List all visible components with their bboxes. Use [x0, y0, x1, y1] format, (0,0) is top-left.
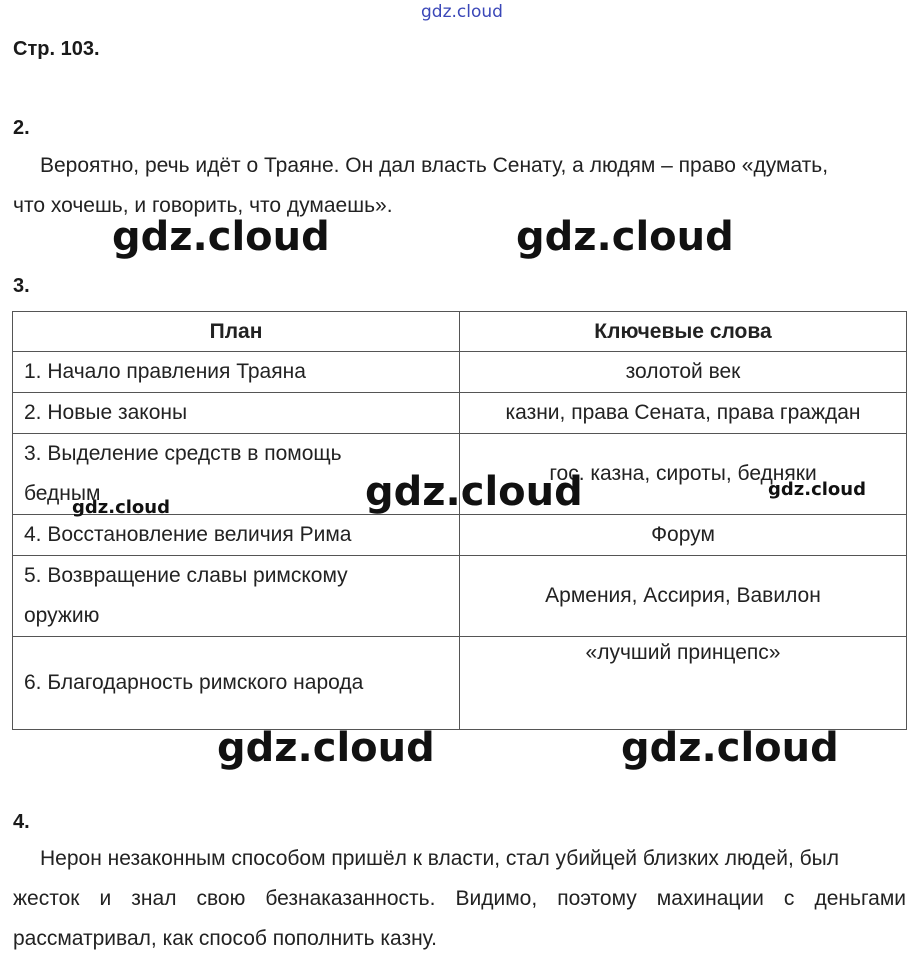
- plan-table: [12, 311, 907, 730]
- watermark-small-2: gdz.cloud: [768, 479, 866, 500]
- table-row: [13, 637, 907, 730]
- keywords-cell: казни, права Сената, права граждан: [460, 393, 907, 434]
- keywords-cell: «лучший принцепс»: [460, 637, 907, 730]
- watermark-big-2: gdz.cloud: [516, 214, 734, 260]
- plan-cell: 1. Начало правления Траяна: [13, 352, 460, 393]
- plan-cell-line2: оружию: [24, 604, 100, 627]
- plan-cell: 6. Благодарность римского народа: [13, 637, 460, 730]
- task2-line1: Вероятно, речь идёт о Траяне. Он дал власть Сенату, а людям – право «думать,: [40, 154, 829, 177]
- watermark-big-3: gdz.cloud: [365, 469, 583, 515]
- plan-cell-line1: 5. Возвращение славы римскому: [24, 564, 348, 587]
- keywords-cell: Форум: [460, 515, 907, 556]
- table-row: [13, 352, 907, 393]
- header-plan: План: [13, 312, 460, 352]
- header-keywords: Ключевые слова: [460, 312, 907, 352]
- plan-cell-line1: 3. Выделение средств в помощь: [24, 442, 342, 465]
- table-row: [13, 556, 907, 637]
- plan-cell: 4. Восстановление величия Рима: [13, 515, 460, 556]
- plan-cell: 2. Новые законы: [13, 393, 460, 434]
- table-row: [13, 515, 907, 556]
- watermark-top: gdz.cloud: [421, 2, 503, 22]
- plan-cell: [13, 556, 460, 637]
- watermark-big-5: gdz.cloud: [621, 725, 839, 771]
- watermark-big-4: gdz.cloud: [217, 725, 435, 771]
- task2-number: 2.: [13, 117, 30, 139]
- task4-number: 4.: [13, 811, 30, 833]
- watermark-small-1: gdz.cloud: [72, 497, 170, 518]
- task4-line2: жесток и знал свою безнаказанность. Видимо, поэтому махинации с деньгами: [13, 887, 906, 910]
- table-row: [13, 393, 907, 434]
- keywords-cell: гос. казна, сироты, бедняки: [460, 434, 907, 515]
- keywords-cell: золотой век: [460, 352, 907, 393]
- plan-cell-line2: бедным: [24, 482, 101, 505]
- table-header-row: [13, 312, 907, 352]
- task3-number: 3.: [13, 275, 30, 297]
- task2-line2: что хочешь, и говорить, что думаешь».: [13, 194, 393, 217]
- task4-line3: рассматривал, как способ пополнить казну.: [13, 927, 437, 950]
- keywords-cell: Армения, Ассирия, Вавилон: [460, 556, 907, 637]
- page-label: Стр. 103.: [13, 38, 100, 60]
- watermark-big-1: gdz.cloud: [112, 214, 330, 260]
- task4-line1: Нерон незаконным способом пришёл к власти, стал убийцей близких людей, был: [40, 847, 840, 870]
